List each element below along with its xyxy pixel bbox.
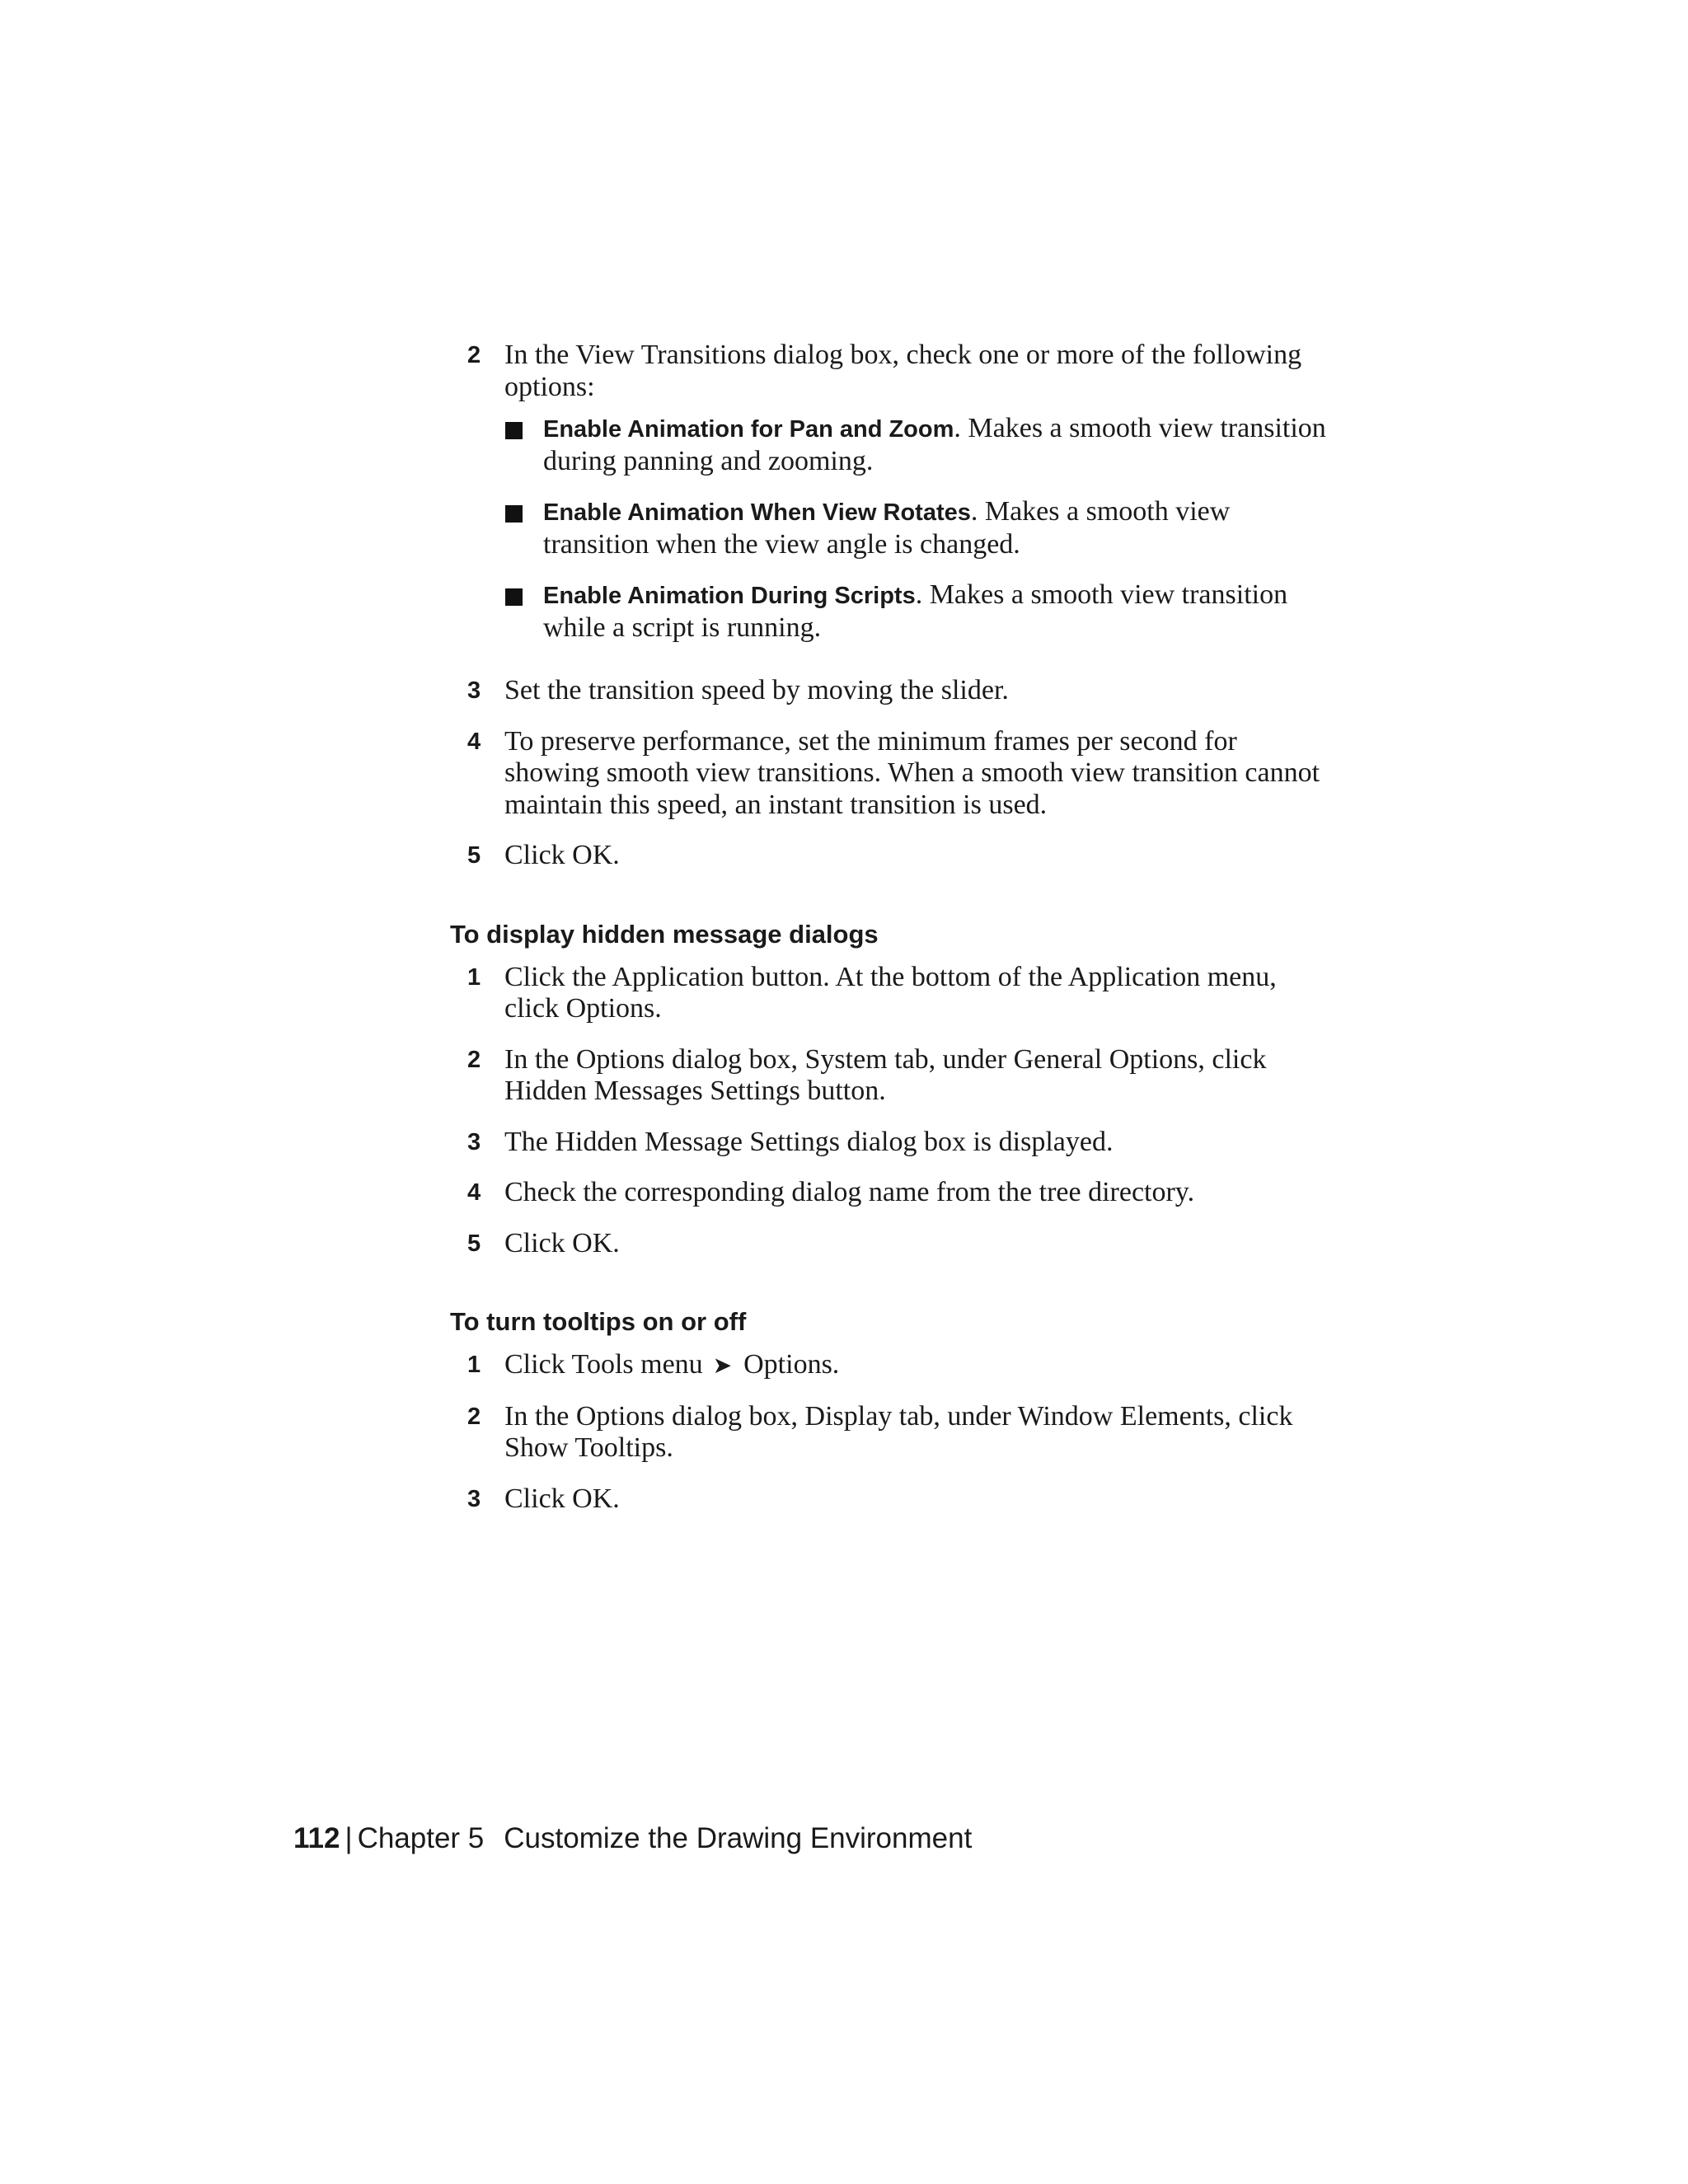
step-item — [450, 1127, 1336, 1159]
step-item — [450, 1228, 1336, 1260]
step-item — [450, 1177, 1336, 1209]
step-number: 2 — [467, 342, 481, 368]
step-number: 4 — [467, 728, 481, 755]
step-text: Click OK. — [504, 840, 620, 870]
step-item — [450, 726, 1336, 822]
step-item — [450, 675, 1336, 707]
step-number: 3 — [467, 1485, 481, 1512]
page-footer — [293, 1821, 972, 1857]
procedure-heading: To turn tooltips on or off — [450, 1307, 747, 1336]
option-item — [504, 496, 1336, 560]
chapter-title: Customize the Drawing Environment — [504, 1822, 973, 1854]
step-text: In the Options dialog box, System tab, under General Options, click Hidden Messages Settings button. — [504, 1043, 1267, 1106]
chapter-label: Chapter 5 — [357, 1822, 485, 1854]
step-item — [450, 1483, 1336, 1516]
square-bullet-icon — [505, 588, 523, 606]
option-term: Enable Animation During Scripts — [543, 583, 916, 609]
step-number: 3 — [467, 1128, 481, 1155]
procedure-heading: To display hidden message dialogs — [450, 919, 879, 949]
step-item — [450, 840, 1336, 872]
option-term: Enable Animation for Pan and Zoom — [543, 416, 954, 443]
step-item — [450, 1349, 1336, 1382]
step-number: 3 — [467, 677, 481, 704]
option-item — [504, 579, 1336, 644]
step-item — [450, 962, 1336, 1025]
step-text: The Hidden Message Settings dialog box is displayed. — [504, 1126, 1114, 1157]
step-item — [450, 1044, 1336, 1108]
option-description: . Makes a smooth view transition when the view angle is changed. — [543, 496, 1231, 560]
menu-arrow-icon: ➤ — [712, 1352, 733, 1379]
menu-path-end: Options. — [743, 1349, 840, 1380]
step-text: Click OK. — [504, 1483, 620, 1514]
step-number: 1 — [467, 963, 481, 991]
page-number: 112 — [293, 1822, 340, 1854]
options-list — [504, 413, 1336, 644]
step-number: 1 — [467, 1352, 481, 1378]
square-bullet-icon — [505, 505, 523, 523]
step-text: Click the Application button. At the bottom of the Application menu, click Options. — [504, 961, 1277, 1024]
step-text — [504, 1349, 1336, 1382]
step-text: In the Options dialog box, Display tab, under Window Elements, click Show Tooltips. — [504, 1400, 1293, 1463]
step-text: Set the transition speed by moving the slider. — [504, 675, 1009, 705]
step-item — [450, 1401, 1336, 1465]
option-description: . Makes a smooth view transition during panning and zooming. — [543, 413, 1326, 476]
option-term: Enable Animation When View Rotates — [543, 499, 971, 526]
step-item — [450, 340, 1336, 644]
menu-path-start: Click Tools menu — [504, 1349, 703, 1380]
step-number: 2 — [467, 1046, 481, 1073]
step-text: Check the corresponding dialog name from the tree directory. — [504, 1177, 1195, 1207]
step-number: 5 — [467, 1230, 481, 1257]
step-number: 5 — [467, 842, 481, 869]
step-number: 4 — [467, 1179, 481, 1206]
option-description: . Makes a smooth view transition while a script is running. — [543, 579, 1288, 643]
step-text: To preserve performance, set the minimum frames per second for showing smooth view transitions. When a smooth view transition cannot maintain this speed, an instant transition is used. — [504, 725, 1320, 820]
step-number: 2 — [467, 1403, 481, 1430]
footer-separator: | — [345, 1822, 353, 1854]
step-text: Click OK. — [504, 1227, 620, 1258]
option-item — [504, 413, 1336, 477]
page-content — [450, 340, 1336, 1534]
square-bullet-icon — [505, 422, 523, 439]
step-text: In the View Transitions dialog box, check one or more of the following options: — [504, 340, 1302, 402]
